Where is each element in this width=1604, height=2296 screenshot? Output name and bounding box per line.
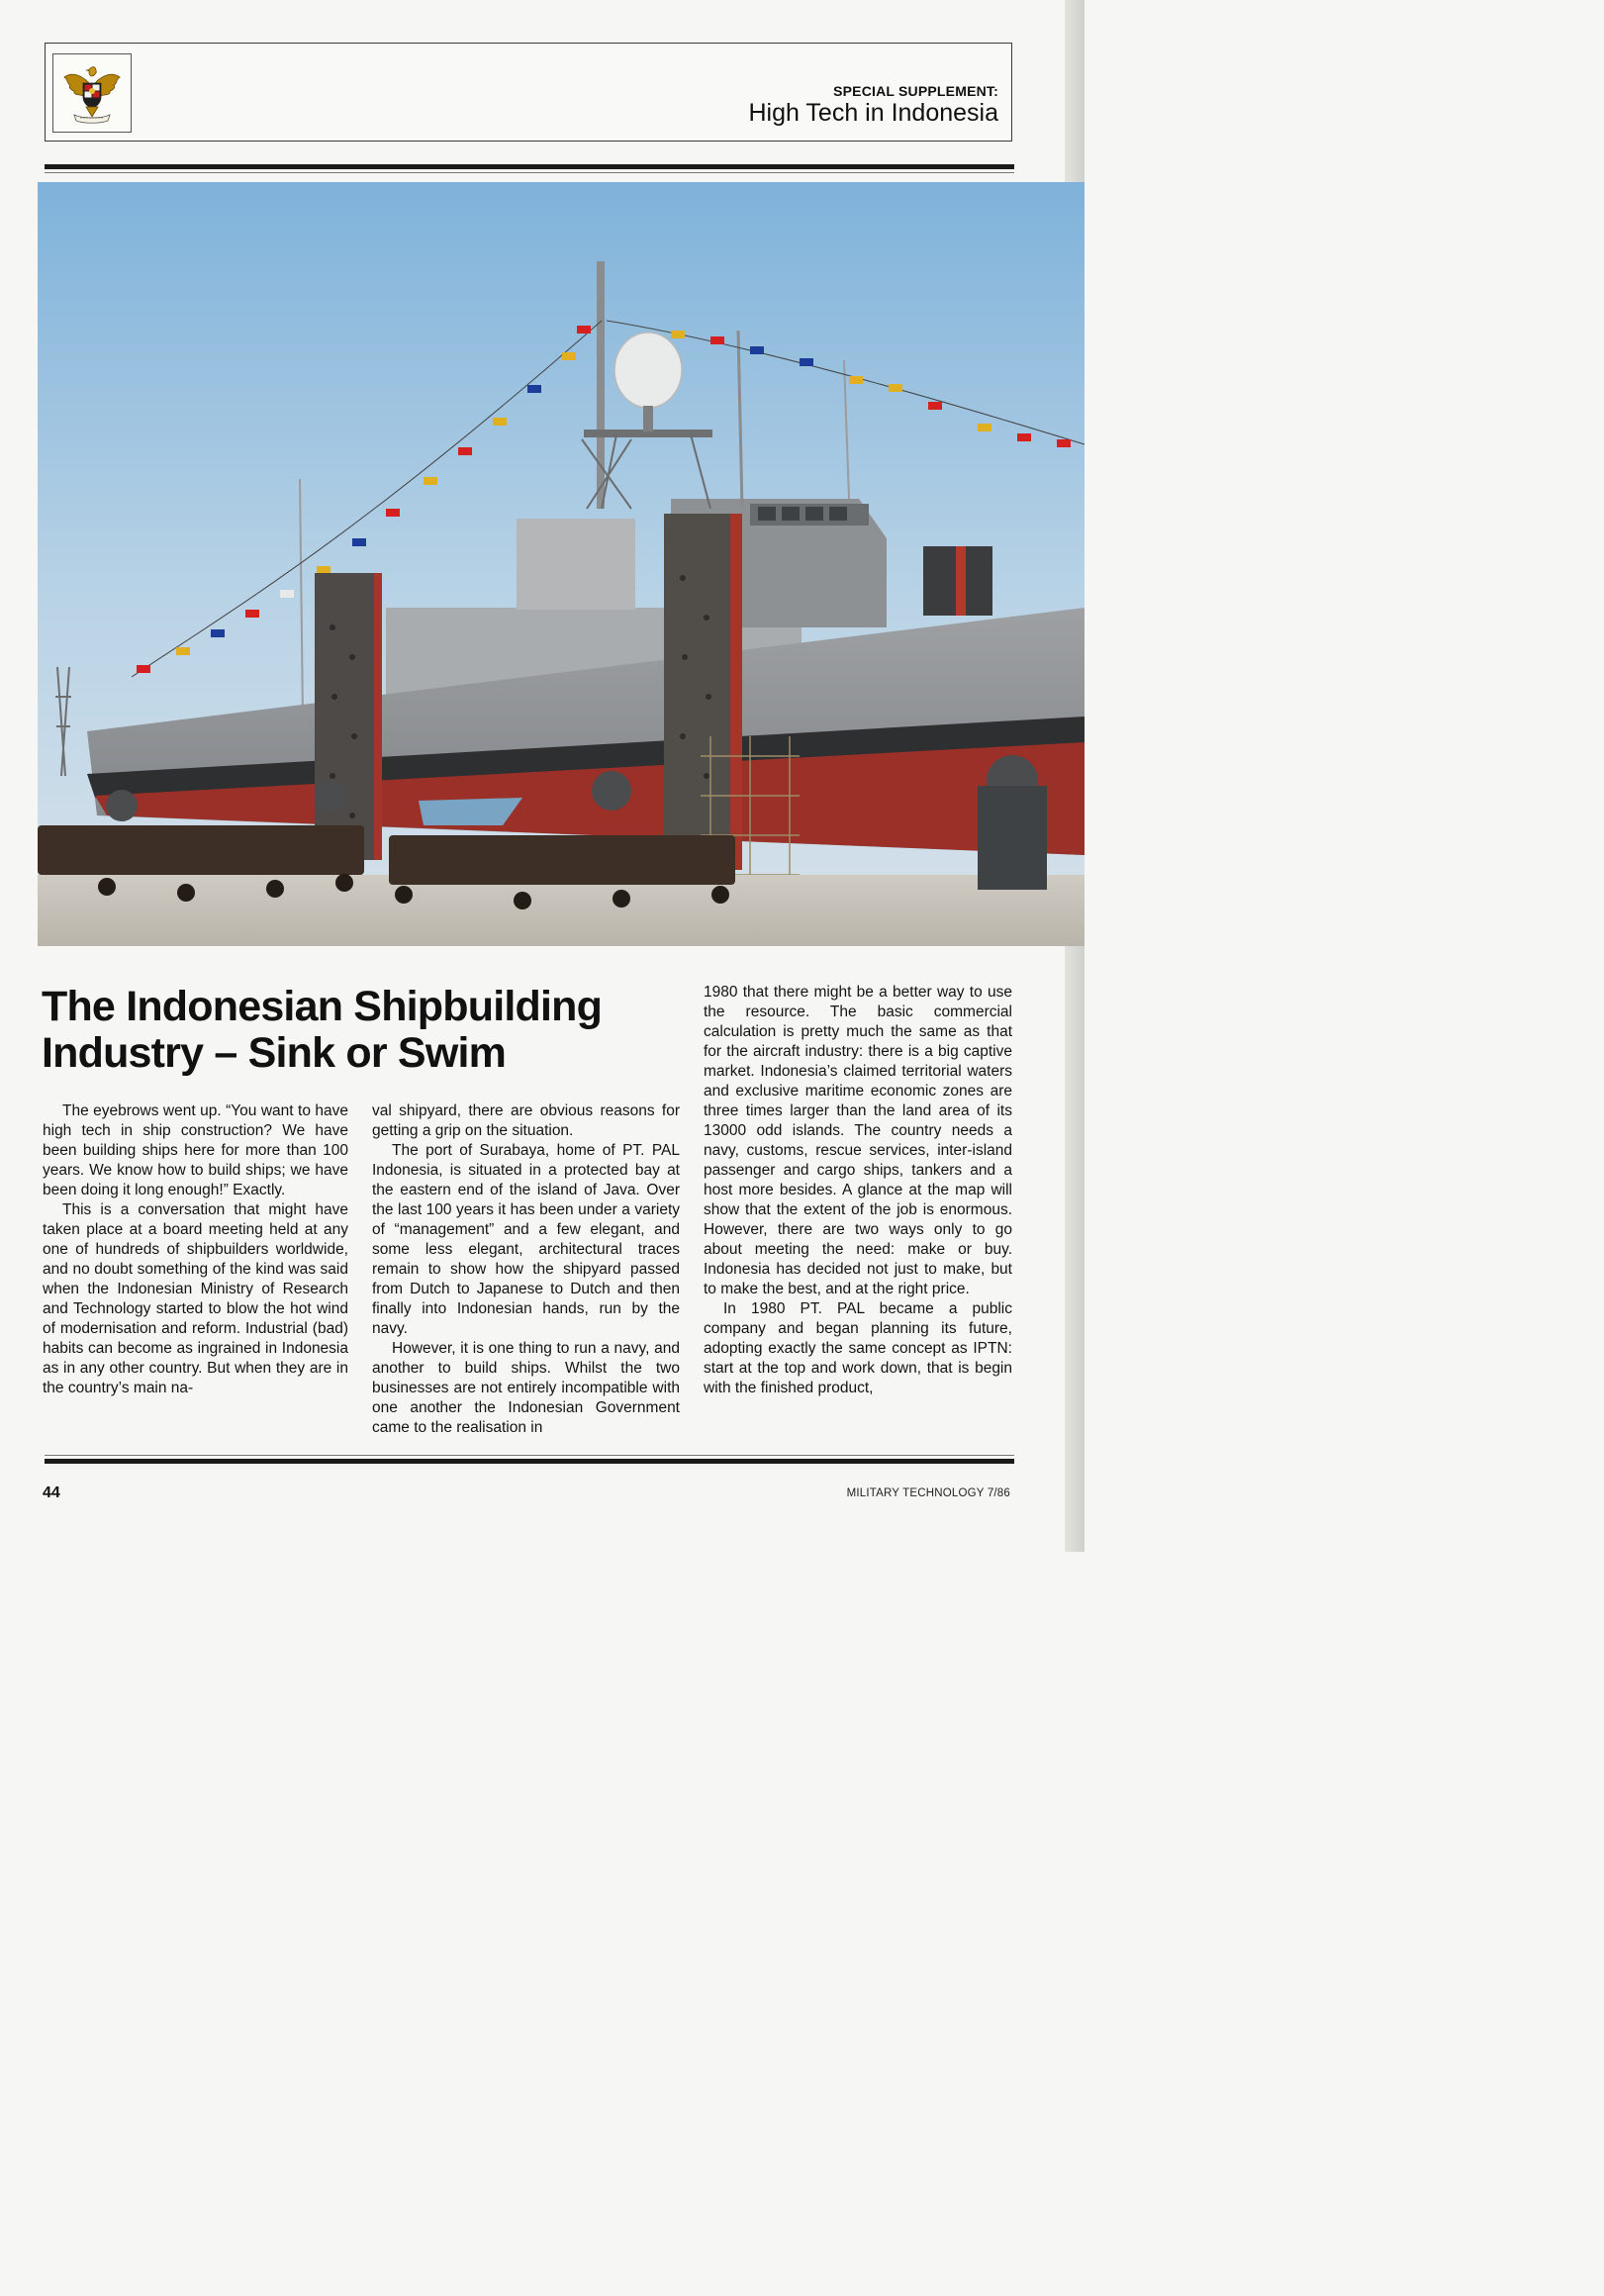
garuda-emblem-icon xyxy=(52,53,132,133)
paragraph: The eyebrows went up. “You want to have high tech in ship construction? We have been building ships here for more than 100 years. We know how to build ships; we have been doing it long enough!” Exactly. xyxy=(43,1102,348,1198)
article-headline xyxy=(42,984,675,1077)
article-column-2 xyxy=(372,1101,680,1438)
article-column-1 xyxy=(43,1101,348,1398)
paragraph: The port of Surabaya, home of PT. PAL Indonesia, is situated in a protected bay at the eastern end of the island of Java. Over the last 100 years it has been under a variety of “management” and a few elegant, and some less elegant, architectural traces remain to show how the shipyard passed from Dutch to Japanese to Dutch and then finally into Indonesian hands, run by the navy. xyxy=(372,1142,680,1337)
paragraph: This is a conversation that might have taken place at a board meeting held at any one of hundreds of shipbuilders worldwide, and no doubt something of the kind was said when the Indonesian Ministry of Research and Technology started to blow the hot wind of modernisation and reform. Industrial (bad) habits can become as ingrained in Indonesia as in any other country. But when they are in the country’s main na- xyxy=(43,1201,348,1396)
magazine-footer: MILITARY TECHNOLOGY 7/86 xyxy=(846,1487,1010,1499)
headline-line-1: The Indonesian Shipbuilding xyxy=(42,983,603,1030)
supplement-header xyxy=(45,43,1012,142)
article-column-3 xyxy=(704,983,1012,1398)
paragraph: 1980 that there might be a better way to use the resource. The basic commercial calculation is pretty much the same as that for the aircraft industry: there is a big captive market. Indonesia’s claimed territorial waters and exclusive maritime economic zones are three times larger than the land area of its 13000 odd islands. The country needs a navy, customs, rescue services, inter-island passenger and cargo ships, tankers and a host more besides. A glance at the map will show that the extent of the job is enormous. However, there are two ways only to go about meeting the need: make or buy. Indonesia has decided not just to make, but to make the best, and at the right price. xyxy=(704,984,1012,1297)
paragraph: In 1980 PT. PAL became a public company and began planning its future, adopting exactly the same concept as IPTN: start at the top and work down, that is begin with the finished product, xyxy=(704,1300,1012,1396)
ship-on-slipway-photo xyxy=(38,182,1085,946)
paragraph: val shipyard, there are obvious reasons for getting a grip on the situation. xyxy=(372,1102,680,1139)
supplement-title: High Tech in Indonesia xyxy=(748,99,998,127)
headline-line-2: Industry – Sink or Swim xyxy=(42,1029,507,1077)
header-rule-thin xyxy=(45,172,1014,173)
page-number: 44 xyxy=(43,1484,60,1501)
footer-rule-thin xyxy=(45,1455,1014,1456)
supplement-label: SPECIAL SUPPLEMENT: xyxy=(833,83,998,99)
header-rule xyxy=(45,164,1014,169)
footer-rule xyxy=(45,1459,1014,1464)
paragraph: However, it is one thing to run a navy, and another to build ships. Whilst the two businesses are not entirely incompatible with one another the Indonesian Government came to the realisation in xyxy=(372,1340,680,1436)
